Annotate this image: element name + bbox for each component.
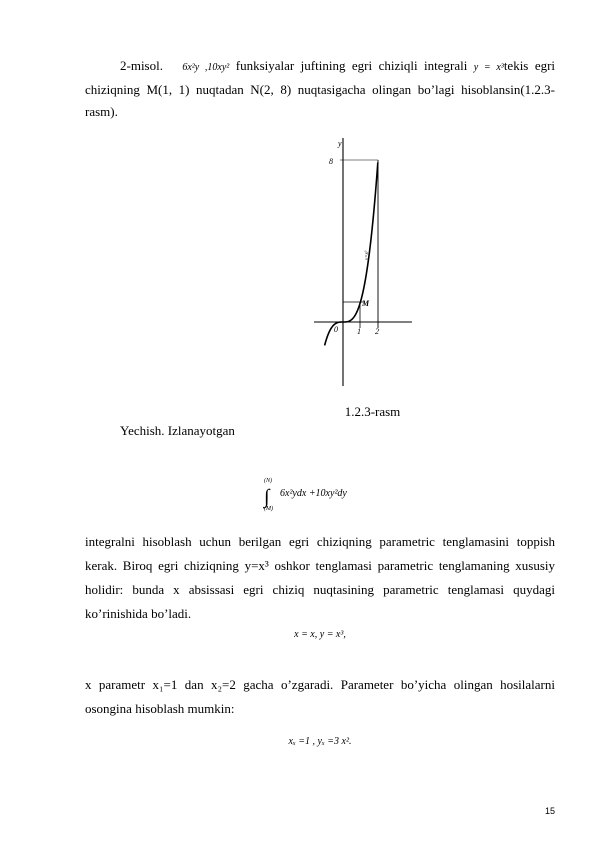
point-m-label: M bbox=[362, 299, 370, 308]
tick-label-1: 1 bbox=[357, 327, 361, 336]
curve-figure bbox=[308, 134, 418, 390]
solution-paragraph-2: x parametr x₁=1 dan x₂=2 gacha o’zgaradi. Parameter bo’yicha olingan hosilalarni osongina hisoblash mumkin: bbox=[85, 677, 555, 716]
y-axis-label: y bbox=[338, 139, 342, 148]
origin-label: 0 bbox=[334, 325, 338, 334]
tick-label-2: 2 bbox=[375, 327, 379, 336]
example-paragraph bbox=[85, 55, 555, 123]
example-label: 2-misol. bbox=[120, 58, 163, 73]
integral-body: 6x²ydx +10xy²dy bbox=[280, 488, 347, 499]
integral-sign: ∫ bbox=[264, 486, 270, 508]
example-text-1: funksiyalar juftining egri chiziqli integrali bbox=[235, 58, 468, 73]
integral-upper-limit: (N) bbox=[264, 478, 272, 484]
integral-lower-limit: (M) bbox=[264, 506, 273, 512]
parametric-equation: x = x, y = x³, bbox=[294, 629, 346, 640]
solution-heading: Yechish. Izlanayotgan bbox=[120, 423, 235, 438]
curve-formula: y = x³ bbox=[473, 62, 504, 73]
solution-paragraph-1: integralni hisoblash uchun berilgan egri chiziqning parametric tenglamasini toppish kerak. Biroq egri chiziqning y=x³ oshkor tenglamasi parametric tenglamaning xususiy holidir: bunda x absissasi egri chiziq nuqtasining parametric tenglamasi quydagi ko’rinishida bo’ladi. bbox=[85, 534, 555, 621]
page-number: 15 bbox=[544, 806, 555, 816]
integral-formula bbox=[250, 478, 410, 518]
tick-label-8: 8 bbox=[329, 157, 333, 166]
figure-caption: 1.2.3-rasm bbox=[344, 404, 401, 419]
example-text-2: tekis egri chiziqning M(1, 1) nuqtadan N(2, 8) nuqtasigacha olingan bo’lagi hisoblansin(1.2.3-rasm). bbox=[85, 58, 556, 119]
functions-formula: 6x²y ,10xy² bbox=[182, 62, 230, 73]
derivative-equation: xₓ =1 , yₓ =3 x². bbox=[288, 736, 352, 747]
curve-label: y=x³ bbox=[365, 250, 370, 260]
